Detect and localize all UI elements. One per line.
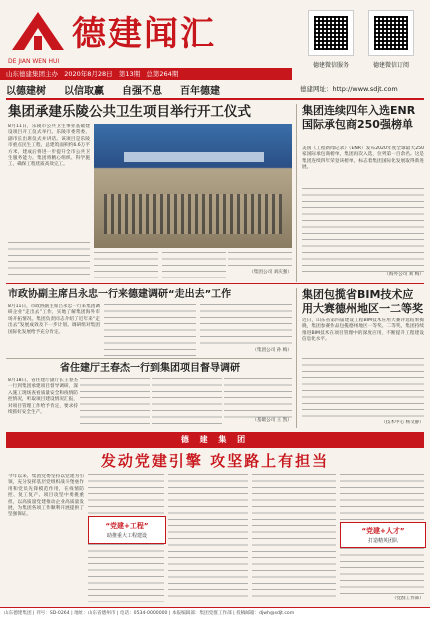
lead-body: 8月11日，乐陵市公共卫生事业基础建设项目开工仪式举行。乐陵市委常委、副市长出席仪式并讲话。该项目是乐陵市重点民生工程，总建筑面积约6.6万平方米，建成后将进一步提升全市公共卫生服务能力。集团将精心组织、科学施工，确保工程优质高效完工。 xyxy=(8,124,90,168)
visit-body-col-3 xyxy=(200,304,292,356)
inspection-body-col-2 xyxy=(80,378,150,428)
callout-title: “党建+人才” xyxy=(361,527,405,535)
qr-code-icon[interactable] xyxy=(368,10,414,56)
feature-body-col-5 xyxy=(340,474,424,520)
qr-code-icon[interactable] xyxy=(308,10,354,56)
slogan: 百年德建 xyxy=(180,86,220,97)
url-label: 德建网址： xyxy=(300,85,333,93)
construction-ceremony-photo xyxy=(94,124,292,248)
footer-info: 山东德建集团 | 刊号：SD-0264 | 地址：山东省德州市 | 电话：0534-0000000 | 本报编辑部：集团党群工作部 | 投稿邮箱：djwh@sdjt.com xyxy=(0,607,430,620)
feature-headline[interactable]: 发动党建引擎 攻坚路上有担当 xyxy=(100,452,330,470)
slogan: 自强不息 xyxy=(122,86,162,97)
slogan-row xyxy=(6,82,292,96)
issue-date: 2020年8月28日 xyxy=(64,70,113,78)
feature-author: （党群工作部） xyxy=(391,596,424,601)
issue-number: 第13期 xyxy=(118,70,141,78)
lead-headline[interactable]: 集团承建乐陵公共卫生项目举行开工仪式 xyxy=(8,104,251,120)
column-rule xyxy=(296,288,297,428)
slogan: 以德建树 xyxy=(6,86,46,97)
feature-band xyxy=(6,432,424,448)
visit-author: （集团公司 孙 梅） xyxy=(252,348,292,353)
callout-subtitle: 助推重大工程建设 xyxy=(106,533,147,539)
divider xyxy=(6,283,424,284)
lead-body-col-4 xyxy=(228,252,292,278)
bim-body-cont xyxy=(302,358,424,420)
enr-body: 美国《工程新闻记录》（ENR）发布2020年度全球最大250家国际承包商榜单，集团再次入选，位列第一百余名。这是集团连续四年荣登该榜单，标志着集团国际化发展取得新进展。 xyxy=(302,146,424,171)
feature-body-col-2 xyxy=(88,474,164,514)
divider xyxy=(6,98,424,100)
feature-body-col-4 xyxy=(252,474,336,602)
lead-body-col-3 xyxy=(162,252,226,278)
lead-body-col-1 xyxy=(8,124,90,240)
feature-body-col-3 xyxy=(168,474,248,602)
callout-title: “党建+工程” xyxy=(105,522,149,530)
inspection-body: 8月18日，省住建厅副厅长王春杰一行到集团承建项目督导调研，深入施工现场查看质量安全和疫情防控情况，听取项目建设情况汇报，对项目管理工作给予肯定，要求持续抓好安全生产。 xyxy=(8,378,78,416)
visit-body: 8月11日，市政协副主席吕永忠一行来集团调研企业“走出去”工作，实地了解集团海外市场开拓情况。集团负责同志介绍了近年来“走出去”发展成效及下一步计划。调研组对集团国际化发展给予充分肯定。 xyxy=(8,304,100,335)
callout-subtitle: 打造精英团队 xyxy=(367,538,398,544)
lead-body-col-1b xyxy=(8,242,90,278)
bim-headline[interactable]: 集团包揽省BIM技术应用大赛德州地区一二等奖 xyxy=(302,288,423,315)
feature-callout-engineering xyxy=(88,516,166,544)
enr-body-cont xyxy=(302,188,424,272)
column-rule xyxy=(296,104,297,282)
total-issue: 总第264期 xyxy=(146,70,179,78)
inspection-body-col-3 xyxy=(152,378,222,428)
visit-headline[interactable]: 市政协副主席吕永忠一行来德建调研“走出去”工作 xyxy=(8,289,232,300)
qr-label-subscribe: 德建微信订阅 xyxy=(372,62,409,69)
pinyin-title: DE JIAN WEN HUI xyxy=(8,58,60,65)
lead-author: （集团公司 刘庆强） xyxy=(249,270,292,275)
visit-body-col-2 xyxy=(104,304,196,356)
bim-author: （技术中心 杨文静） xyxy=(381,420,424,425)
divider xyxy=(6,358,292,359)
feature-callout-talent xyxy=(340,522,426,548)
enr-author: （海外公司 刘 梅） xyxy=(384,272,424,277)
masthead-info xyxy=(8,58,294,65)
feature-body-col-2b xyxy=(88,544,164,602)
feature-body-col-5b xyxy=(340,548,424,594)
lead-body-col-2 xyxy=(94,252,158,278)
inspection-author: （基础公司 王 凯） xyxy=(252,418,292,423)
qr-label-service: 德建微信服务 xyxy=(312,62,349,69)
company-logo xyxy=(8,8,68,54)
slogan: 以信取赢 xyxy=(64,86,104,97)
publisher: 山东德建集团主办 xyxy=(6,70,58,78)
qr-section xyxy=(300,10,424,76)
masthead-info-bar xyxy=(0,68,292,80)
inspection-headline[interactable]: 省住建厅王春杰一行到集团项目督导调研 xyxy=(60,363,240,374)
website-url[interactable] xyxy=(300,84,398,93)
url-value: http://www.sdjt.com xyxy=(332,85,398,93)
feature-body: 今年以来，集团党委坚持以党建为引领，充分发挥基层党组织战斗堡垒作用和党员先锋模范作用，在疫情防控、复工复产、项目攻坚中勇挑重担，以高质量党建推动企业高质量发展，为集团各项工作顺利开展提供了坚强保证。 xyxy=(8,474,84,518)
feature-band-title: 德 建 集 团 xyxy=(180,435,250,444)
enr-headline[interactable]: 集团连续四年入选ENR国际承包商250强榜单 xyxy=(302,104,416,131)
newspaper-title: 德建闻汇 xyxy=(72,14,216,54)
bim-body: 近日，山东省第四届建设工程BIM技术应用大赛评选结果揭晓，集团参赛作品包揽德州地区一等奖、二等奖。集团持续推进BIM技术在项目管理中的深度应用，不断提升工程建设信息化水平。 xyxy=(302,318,424,343)
inspection-body-col-4 xyxy=(224,378,292,428)
